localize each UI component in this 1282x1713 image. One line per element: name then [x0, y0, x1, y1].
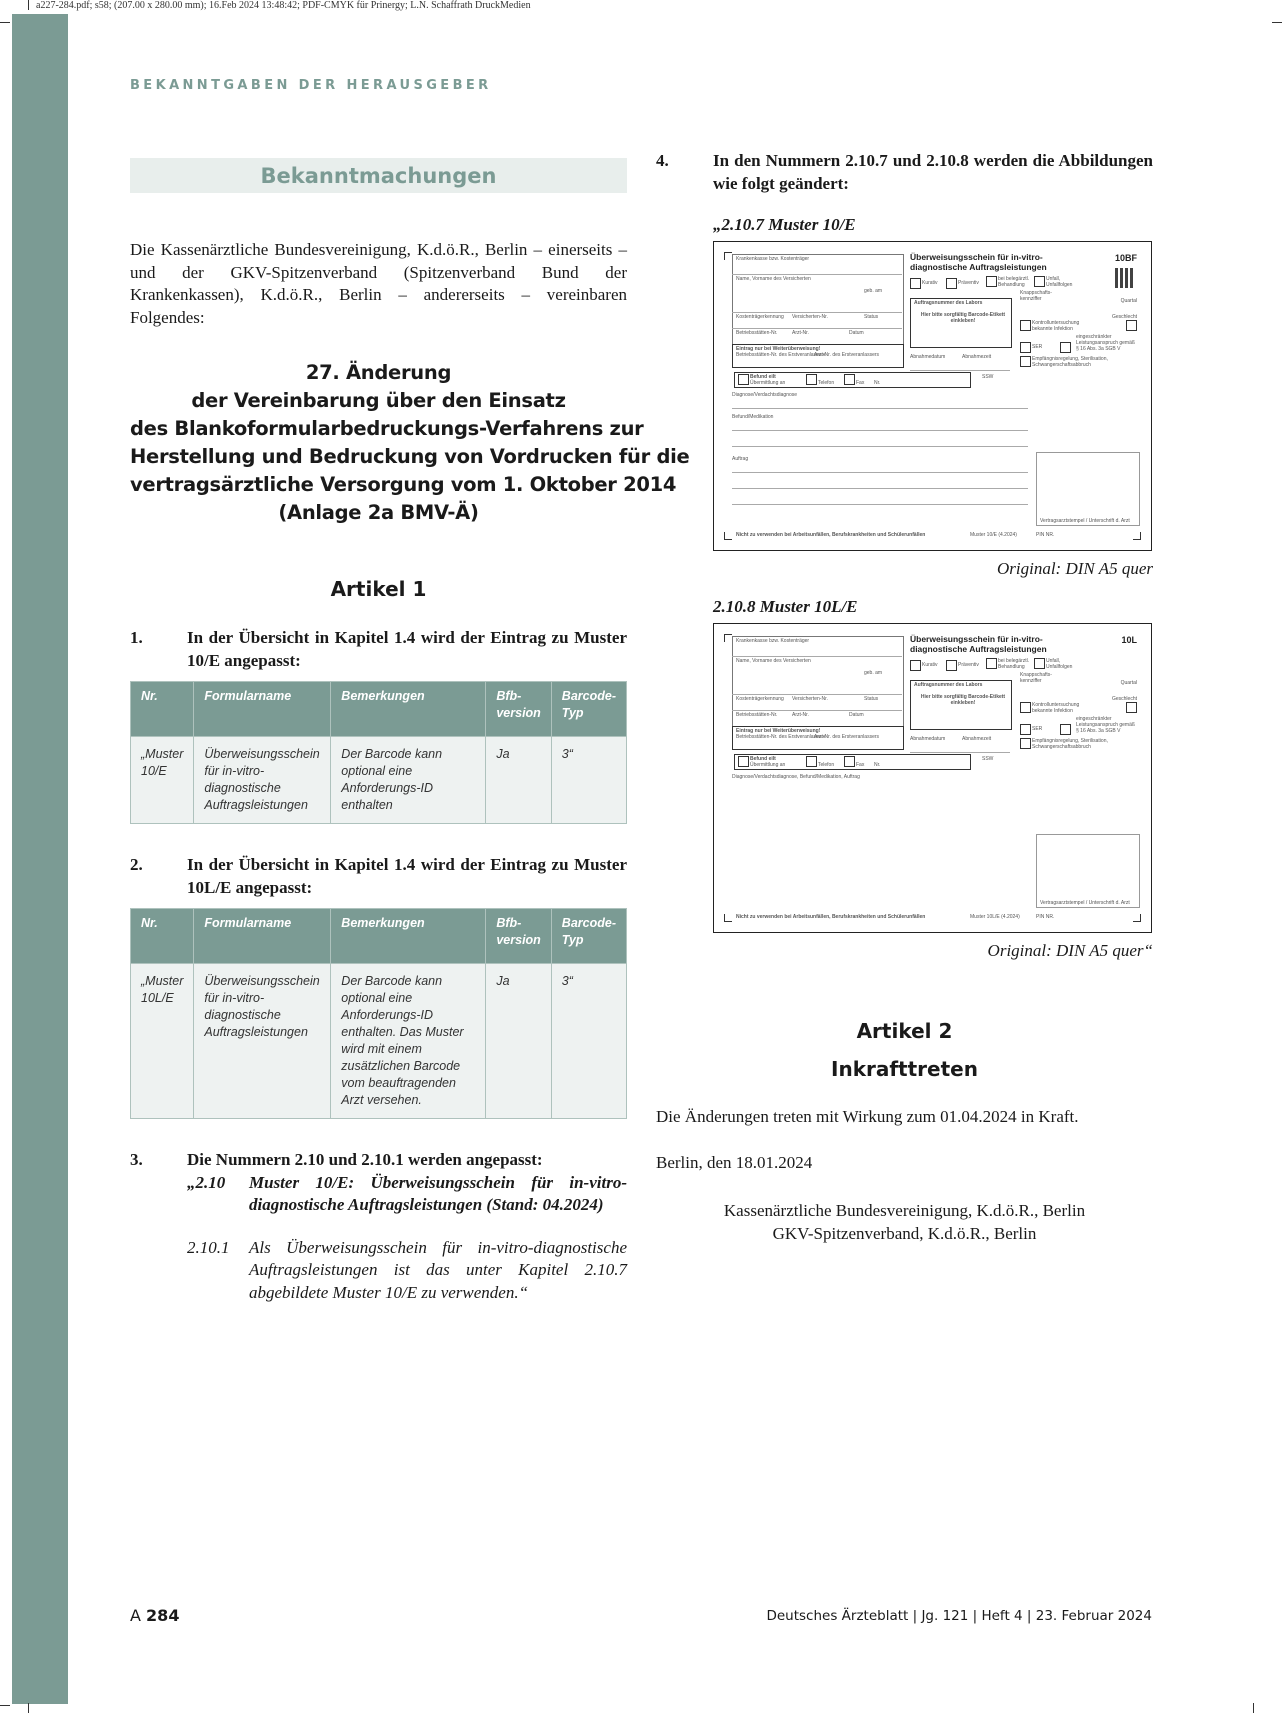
- artikel1-heading: Artikel 1: [330, 577, 427, 601]
- checkbox: [1020, 724, 1031, 735]
- table-row: [131, 737, 627, 824]
- item-number: 1.: [130, 628, 143, 647]
- page-number-value: 284: [146, 1606, 180, 1625]
- column-header: Formularname: [194, 682, 331, 737]
- item-text: In den Nummern 2.10.7 und 2.10.8 werden die Abbildungen wie folgt geändert:: [713, 151, 1153, 193]
- artikel2-subheading: Inkrafttreten: [831, 1057, 978, 1081]
- sub-item-number: „2.10: [187, 1172, 226, 1192]
- form-label: Knappschafts-kennziffer: [1020, 672, 1052, 684]
- table-cell: „Muster 10/E: [131, 737, 194, 824]
- checkbox: [910, 660, 921, 671]
- checkbox: [1020, 356, 1031, 367]
- column-header: Barcode-Typ: [551, 909, 626, 964]
- table-header-row: [131, 909, 627, 964]
- form-label: Kontrolluntersuchung bekannte Infektion: [1032, 702, 1080, 714]
- form-label: Präventiv: [958, 280, 979, 286]
- list-item: [130, 627, 627, 672]
- form-label: SSW: [982, 756, 994, 762]
- journal-info: Deutsches Ärzteblatt | Jg. 121 | Heft 4 | 23. Februar 2024: [766, 1608, 1152, 1624]
- form-label: Status: [864, 696, 879, 702]
- title-line: der Vereinbarung über den Einsatz: [191, 389, 566, 412]
- form-label: Versicherten-Nr.: [792, 696, 828, 702]
- table-row: [131, 964, 627, 1119]
- table-cell: 3“: [551, 964, 626, 1119]
- corner-mark: [724, 252, 732, 260]
- checkbox: [738, 374, 749, 385]
- column-header: Nr.: [131, 909, 194, 964]
- form-line: [910, 370, 1010, 371]
- form-line: [910, 752, 1010, 753]
- form-line: [732, 710, 902, 711]
- form-label: Auftrag: [732, 456, 749, 462]
- item-number: 3.: [130, 1150, 143, 1169]
- form-label: Betriebsstätten-Nr.: [736, 712, 778, 718]
- form-line: [732, 446, 1028, 447]
- crop-mark: [1253, 1703, 1254, 1713]
- checkbox: [946, 278, 957, 289]
- form-label: Geschlecht: [1111, 696, 1137, 702]
- form-label: Telefon: [818, 380, 835, 386]
- item-text: In der Übersicht in Kapitel 1.4 wird der Eintrag zu Muster 10/E angepasst:: [187, 628, 627, 670]
- form-label: Präventiv: [958, 662, 979, 668]
- form-line: [732, 656, 902, 657]
- checkbox: [1126, 320, 1137, 331]
- table-cell: Ja: [486, 964, 551, 1119]
- figure-label: 2.10.8 Muster 10L/E: [713, 597, 858, 616]
- table-cell: Der Barcode kann optional eine Anforderungs-ID enthalten: [331, 737, 486, 824]
- form-label: Fax: [856, 380, 865, 386]
- form-label: Nicht zu verwenden bei Arbeitsunfällen, Berufskrankheiten und Schülerunfällen: [736, 532, 926, 538]
- corner-mark: [724, 532, 732, 540]
- form-line: [732, 408, 1028, 409]
- checkbox: [986, 658, 997, 669]
- left-column: [130, 150, 690, 1304]
- form-label: SER: [1032, 726, 1043, 732]
- form-label: Vertragsarztstempel / Unterschrift d. Arzt: [1040, 900, 1130, 906]
- corner-mark: [724, 634, 732, 642]
- checkbox: [1060, 724, 1071, 735]
- corner-mark: [724, 914, 732, 922]
- table-header-row: [131, 682, 627, 737]
- page-sidebar-bar: [12, 14, 68, 1704]
- form-label: Diagnose/Verdachtsdiagnose: [732, 392, 798, 398]
- table-cell: Überweisungsschein für in-vitro-diagnostische Auftragsleistungen: [194, 964, 331, 1119]
- form-line: [732, 328, 902, 329]
- checkbox: [738, 756, 749, 767]
- form-label: Quartal: [1120, 680, 1137, 686]
- form-code: 10BF: [1114, 253, 1137, 263]
- form-label: Muster 10/E (4.2024): [970, 532, 1017, 538]
- figure-caption: Original: DIN A5 quer: [997, 559, 1153, 578]
- checkbox: [1020, 738, 1031, 749]
- list-item: [130, 1149, 627, 1172]
- form-line: [732, 472, 1028, 473]
- item-text: Die Nummern 2.10 und 2.10.1 werden angepasst:: [187, 1150, 543, 1169]
- form-label: Eintrag nur bei Weiterüberweisung!: [736, 346, 821, 352]
- crop-mark: [28, 0, 29, 10]
- form-label: Name, Vorname des Versicherten: [736, 658, 811, 664]
- form-line: [732, 488, 1028, 489]
- form-label: Muster 10L/E (4.2024): [970, 914, 1020, 920]
- form-label: Auftragsnummer des Labors: [914, 682, 983, 688]
- form-label: Krankenkasse bzw. Kostenträger: [736, 256, 810, 262]
- form-label: Arzt-Nr. des Erstveranlassers: [814, 352, 880, 358]
- form-label: Nr.: [874, 380, 881, 386]
- form-label: Krankenkasse bzw. Kostenträger: [736, 638, 810, 644]
- form-label: Datum: [849, 712, 864, 718]
- form-label: SSW: [982, 374, 994, 380]
- form-label: Unfall, Unfallfolgen: [1046, 276, 1073, 288]
- form-muster-10e: [713, 241, 1152, 551]
- artikel2-text: Die Änderungen treten mit Wirkung zum 01.04.2024 in Kraft.: [656, 1107, 1079, 1126]
- checkbox: [1126, 702, 1137, 713]
- table-cell: Ja: [486, 737, 551, 824]
- stamp-box: [1036, 452, 1140, 526]
- table-cell: „Muster 10L/E: [131, 964, 194, 1119]
- form-label: eingeschränkter Leistungsanspruch gemäß § 16 Abs. 3a SGB V: [1076, 716, 1135, 734]
- form-label: Übermittlung an: [750, 762, 786, 768]
- form-label: Empfängnisregelung, Sterilisation, Schwangerschaftsabbruch: [1032, 356, 1108, 368]
- checkbox: [1060, 342, 1071, 353]
- form-label: Knappschafts-kennziffer: [1020, 290, 1052, 302]
- form-label: Abnahmezeit: [962, 736, 992, 742]
- running-head: BEKANNTGABEN DER HERAUSGEBER: [130, 78, 492, 93]
- form-label: Arzt-Nr.: [792, 712, 809, 718]
- crop-mark: [0, 1705, 10, 1706]
- form-label: Datum: [849, 330, 864, 336]
- column-header: Bfb-version: [486, 909, 551, 964]
- column-header: Bemerkungen: [331, 682, 486, 737]
- form-line: [732, 312, 902, 313]
- checkbox: [986, 276, 997, 287]
- form-label: Kostenträgerkennung: [736, 314, 784, 320]
- column-header: Nr.: [131, 682, 194, 737]
- form-title: Überweisungsschein für in-vitro-diagnostische Auftragsleistungen: [910, 252, 1047, 272]
- checkbox: [910, 278, 921, 289]
- table-cell: 3“: [551, 737, 626, 824]
- figure-label: „2.10.7 Muster 10/E: [713, 215, 856, 234]
- stamp-box: [1036, 834, 1140, 908]
- list-item: [130, 854, 627, 899]
- title-line: 27. Änderung: [305, 361, 452, 384]
- column-header: Bfb-version: [486, 682, 551, 737]
- checkbox: [1034, 276, 1045, 287]
- form-label: Kurativ: [922, 280, 938, 286]
- form-label: Kontrolluntersuchung bekannte Infektion: [1032, 320, 1080, 332]
- signatories: [656, 1199, 1153, 1245]
- crop-mark: [1272, 22, 1282, 23]
- form-label: Quartal: [1120, 298, 1137, 304]
- figure-caption: Original: DIN A5 quer“: [987, 941, 1153, 960]
- checkbox: [1020, 342, 1031, 353]
- list-item: [656, 150, 1153, 195]
- title-line: Herstellung und Bedruckung von Vordrucken für die: [130, 445, 690, 468]
- crop-mark: [28, 1703, 29, 1713]
- signatory: GKV-Spitzenverband, K.d.ö.R., Berlin: [772, 1224, 1037, 1243]
- form-label: Abnahmedatum: [910, 736, 946, 742]
- form-label: Arzt-Nr. des Erstveranlassers: [814, 734, 880, 740]
- checkbox: [1020, 320, 1031, 331]
- column-header: Bemerkungen: [331, 909, 486, 964]
- corner-mark: [1133, 532, 1141, 540]
- item-number: 4.: [656, 151, 669, 170]
- checkbox: [806, 756, 817, 767]
- corner-mark: [1133, 914, 1141, 922]
- title-line: (Anlage 2a BMV-Ä): [278, 501, 479, 524]
- form-label: Befund eilt: [750, 374, 776, 380]
- qr-code-icon: [1115, 268, 1135, 288]
- form-label: Übermittlung an: [750, 380, 786, 386]
- form-label: Abnahmedatum: [910, 354, 946, 360]
- form-label: Arzt-Nr.: [792, 330, 809, 336]
- form-label: Abnahmezeit: [962, 354, 992, 360]
- form-label: Telefon: [818, 762, 835, 768]
- table-cell: Der Barcode kann optional eine Anforderungs-ID enthalten. Das Muster wird mit einem zusätzlichen Barcode vom beauftragenden Arzt versehen.: [331, 964, 486, 1119]
- signatory: Kassenärztliche Bundesvereinigung, K.d.ö.R., Berlin: [723, 1201, 1086, 1220]
- form-label: Hier bitte sorgfältig Barcode-Etikett einkleben!: [920, 312, 1006, 324]
- form-label: Unfall, Unfallfolgen: [1046, 658, 1073, 670]
- section-title-box: [130, 158, 627, 193]
- agreement-title: [130, 359, 690, 527]
- form-label: Eintrag nur bei Weiterüberweisung!: [736, 728, 821, 734]
- form-label: eingeschränkter Leistungsanspruch gemäß § 16 Abs. 3a SGB V: [1076, 334, 1135, 352]
- sub-item-text: Als Überweisungsschein für in-vitro-diagnostische Auftragsleistungen ist das unter Kapitel 2.10.7 abgebildete Muster 10/E zu verwenden.“: [249, 1237, 627, 1302]
- sub-item: [187, 1237, 627, 1305]
- checkbox: [1020, 702, 1031, 713]
- form-label: Nicht zu verwenden bei Arbeitsunfällen, Berufskrankheiten und Schülerunfällen: [736, 914, 926, 920]
- table-muster-10e: [130, 681, 627, 824]
- form-label: Betriebsstätten-Nr. des Erstveranlassers: [736, 352, 826, 358]
- form-label: PIN NR.: [1036, 532, 1055, 538]
- print-info-line: a227-284.pdf; s58; (207.00 x 280.00 mm); 16.Feb 2024 13:48:42; PDF-CMYK für Prinergy; L.N. Schaffrath DruckMedien: [36, 0, 531, 11]
- form-label: Fax: [856, 762, 865, 768]
- crop-mark: [0, 22, 10, 23]
- form-label: Befund eilt: [750, 756, 776, 762]
- form-label: Geschlecht: [1111, 314, 1137, 320]
- column-header: Barcode-Typ: [551, 682, 626, 737]
- item-number: 2.: [130, 855, 143, 874]
- form-label: Empfängnisregelung, Sterilisation, Schwangerschaftsabbruch: [1032, 738, 1108, 750]
- form-label: Kurativ: [922, 662, 938, 668]
- item-text: In der Übersicht in Kapitel 1.4 wird der Eintrag zu Muster 10L/E angepasst:: [187, 855, 627, 897]
- form-label: Status: [864, 314, 879, 320]
- checkbox: [1034, 658, 1045, 669]
- form-label: Betriebsstätten-Nr. des Erstveranlassers: [736, 734, 826, 740]
- checkbox: [844, 756, 855, 767]
- form-label: Name, Vorname des Versicherten: [736, 276, 811, 282]
- form-label: Befund/Medikation: [732, 414, 774, 420]
- form-label: geb. am: [864, 288, 883, 294]
- right-column: [656, 150, 1153, 1245]
- artikel2-heading: Artikel 2: [856, 1019, 953, 1043]
- form-label: bei belegärztl. Behandlung: [998, 276, 1030, 288]
- form-label: PIN NR.: [1036, 914, 1055, 920]
- section-title: Bekanntmachungen: [260, 163, 497, 188]
- form-label: Kostenträgerkennung: [736, 696, 784, 702]
- table-cell: Überweisungsschein für in-vitro-diagnostische Auftragsleistungen: [194, 737, 331, 824]
- form-line: [732, 274, 902, 275]
- sub-item: [187, 1172, 627, 1217]
- title-line: vertragsärztliche Versorgung vom 1. Oktober 2014: [130, 473, 677, 496]
- form-label: SER: [1032, 344, 1043, 350]
- form-label: Hier bitte sorgfältig Barcode-Etikett einkleben!: [920, 694, 1006, 706]
- checkbox: [946, 660, 957, 671]
- form-label: bei belegärztl. Behandlung: [998, 658, 1030, 670]
- form-label: Versicherten-Nr.: [792, 314, 828, 320]
- form-code: 10L: [1121, 635, 1137, 645]
- checkbox: [806, 374, 817, 385]
- form-title: Überweisungsschein für in-vitro-diagnostische Auftragsleistungen: [910, 634, 1047, 654]
- sub-item-text: Muster 10/E: Überweisungsschein für in-vitro-diagnostische Auftragsleistungen (Stand: 04.2024): [249, 1172, 627, 1214]
- page-number: [130, 1606, 179, 1625]
- table-muster-10le: [130, 908, 627, 1119]
- checkbox: [844, 374, 855, 385]
- form-line: [732, 694, 902, 695]
- form-label: geb. am: [864, 670, 883, 676]
- sub-item-number: 2.10.1: [187, 1237, 230, 1257]
- column-header: Formularname: [194, 909, 331, 964]
- form-line: [732, 504, 1028, 505]
- form-line: [732, 430, 1028, 431]
- title-line: des Blankoformularbedruckungs-Verfahrens zur: [130, 417, 644, 440]
- place-date: Berlin, den 18.01.2024: [656, 1153, 813, 1172]
- form-muster-10le: [713, 623, 1152, 933]
- intro-paragraph: Die Kassenärztliche Bundesvereinigung, K.d.ö.R., Berlin – einerseits – und der GKV-Spitzenverband (Spitzenverband Bund der Krankenkassen), K.d.ö.R., Berlin – andererseits – vereinbaren Folgendes:: [130, 240, 627, 327]
- form-label: Diagnose/Verdachtsdiagnose, Befund/Medikation, Auftrag: [732, 774, 860, 780]
- page-prefix: A: [130, 1606, 141, 1625]
- form-label: Betriebsstätten-Nr.: [736, 330, 778, 336]
- form-label: Vertragsarztstempel / Unterschrift d. Arzt: [1040, 518, 1130, 524]
- form-label: Auftragsnummer des Labors: [914, 300, 983, 306]
- form-label: Nr.: [874, 762, 881, 768]
